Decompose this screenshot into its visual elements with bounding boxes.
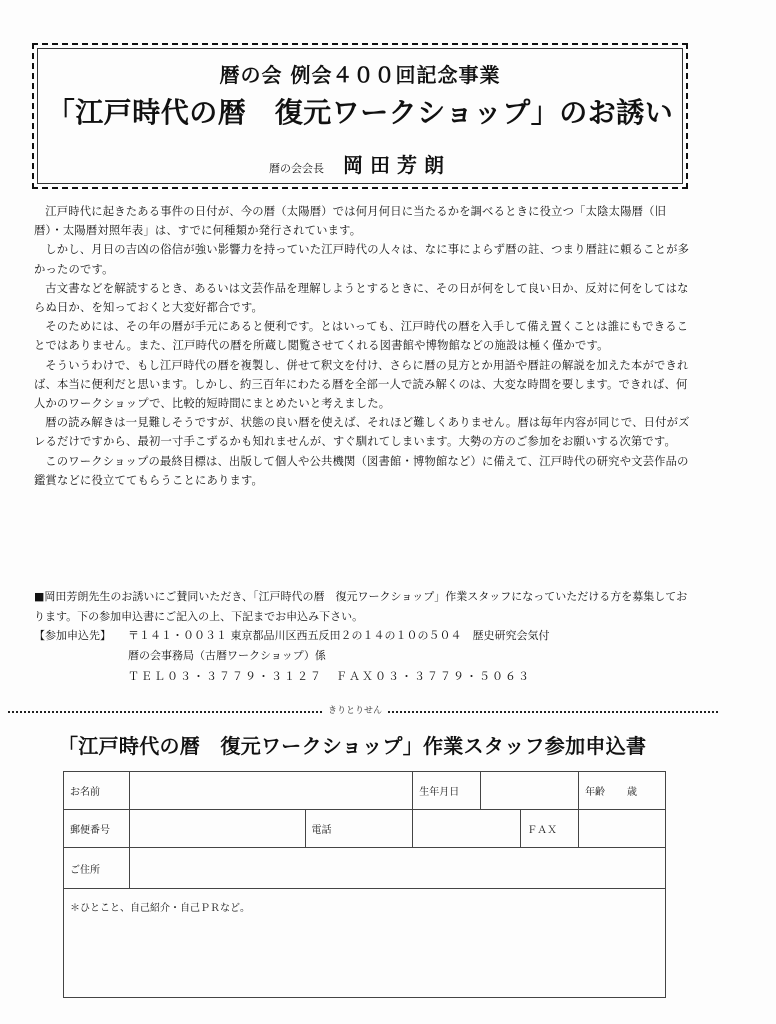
- age-unit: 歳: [627, 787, 637, 798]
- paragraph: しかし、月日の吉凶の俗信が強い影響力を持っていた江戸時代の人々は、なに事によらず暦の註、つまり暦註に頼ることが多かったのです。: [34, 243, 690, 276]
- age-label: 年齢: [585, 787, 606, 798]
- header-box: [32, 43, 688, 189]
- author-name: 岡田芳朗: [343, 153, 452, 177]
- form-row-name: [64, 772, 666, 810]
- birth-label: 生年月日: [413, 772, 481, 810]
- paragraph: そういうわけで、もし江戸時代の暦を複製し、併せて釈文を付け、さらに暦の見方とか用語や暦註の解説を加えた本ができれば、本当に便利だと思います。しかし、約三百年にわたる暦を全部一人で読み解くのは、大変な時間を要します。できれば、何人かのワークショップで、比較的短時間にまとめたいと考えました。: [34, 358, 689, 411]
- form-row-intro: [64, 889, 666, 998]
- age-cell[interactable]: [579, 772, 666, 810]
- paragraph: 暦の読み解きは一見難しそうですが、状態の良い暦を使えば、それほど難しくありません。暦は毎年内容が同じで、日付がズレるだけですから、最初一寸手こずるかも知れませんが、すぐ馴れてしまいます。大勢の方のご参加をお願いする次第です。: [34, 416, 690, 449]
- intro-label: ＊ひとこと、自己紹介・自己ＰＲなど。: [70, 903, 250, 914]
- address-label: ご住所: [64, 848, 130, 889]
- postal-label: 郵便番号: [64, 810, 130, 848]
- name-field[interactable]: [129, 772, 412, 810]
- office-name: 暦の会事務局（古暦ワークショップ）係: [128, 648, 326, 662]
- address-row: [34, 626, 694, 687]
- postal-address: 〒１４１・００３１ 東京都品川区西五反田２の１４の１０の５０４ 歴史研究会気付: [128, 629, 550, 642]
- form-title: 「江戸時代の暦 復元ワークショップ」作業スタッフ参加申込書: [58, 734, 647, 758]
- address-field[interactable]: [129, 848, 665, 889]
- paragraph: そのためには、その年の暦が手元にあると便利です。とはいっても、江戸時代の暦を入手して備え置くことは誰にもできることではありません。また、江戸時代の暦を所蔵し閲覧させてくれる図書館や博物館などの施設は極く僅かです。: [34, 320, 689, 353]
- application-form: [63, 771, 666, 998]
- paragraph: 江戸時代に起きたある事件の日付が、今の暦（太陽暦）では何月何日に当たるかを調べるときに役立つ「太陰太陽暦（旧暦）・太陽暦対照年表」は、すでに何種類か発行されています。: [34, 205, 667, 238]
- paragraph: このワークショップの最終目標は、出版して個人や公共機関（図書館・博物館など）に備えて、江戸時代の研究や文芸作品の鑑賞などに役立ててもらうことにあります。: [34, 454, 689, 487]
- paragraph: 古文書などを解読するとき、あるいは文芸作品を理解しようとするときに、その日が何をして良い日か、反対に何をしてはならぬ日か、を知っておくと大変好都合です。: [34, 281, 689, 315]
- cut-line-label: きりとりせん: [322, 703, 388, 716]
- birth-field[interactable]: [481, 772, 579, 810]
- address-label: 【参加申込先】: [34, 629, 111, 642]
- body-text: [34, 202, 694, 490]
- address-body: [128, 626, 694, 687]
- notice: [34, 587, 694, 687]
- author-role: 暦の会会長: [268, 162, 324, 175]
- contact-numbers: ＴＥＬ０３・３７７９・３１２７ ＦＡＸ０３・３７７９・５０６３: [128, 670, 531, 683]
- fax-field[interactable]: [579, 810, 666, 848]
- postal-field[interactable]: [129, 810, 305, 848]
- page-title: 「江戸時代の暦 復元ワークショップ」のお誘い: [46, 96, 674, 129]
- form-row-address: [64, 848, 666, 889]
- form-row-contact: [64, 810, 666, 848]
- notice-text: ■岡田芳朗先生のお誘いにご賛同いただき、「江戸時代の暦 復元ワークショップ」作業スタッフになっていただける方を募集しております。下の参加申込書にご記入の上、下記までお申込み下さい。: [34, 590, 688, 623]
- intro-field[interactable]: [64, 889, 666, 998]
- phone-field[interactable]: [413, 810, 521, 848]
- name-label: お名前: [64, 772, 130, 810]
- event-subtitle: 暦の会 例会４００回記念事業: [219, 63, 501, 87]
- fax-label: ＦＡＸ: [521, 810, 579, 848]
- phone-label: 電話: [305, 810, 413, 848]
- author-line: [34, 149, 686, 178]
